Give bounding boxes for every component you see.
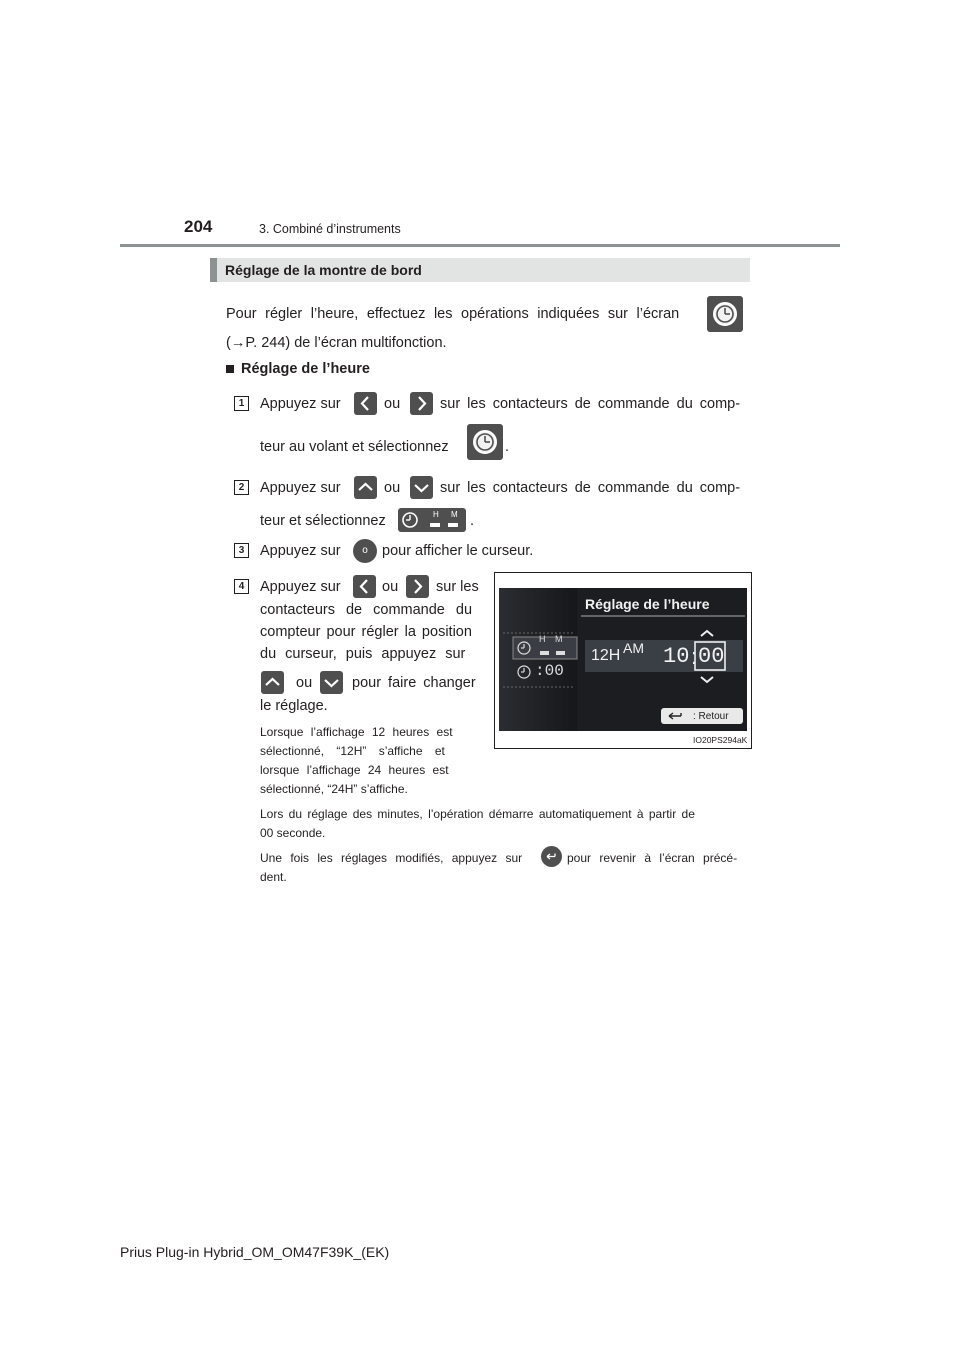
step-text: . (470, 513, 475, 529)
menu-minute-marker: M (555, 634, 563, 644)
step-number: 4 (234, 579, 249, 594)
step-text: ou (384, 480, 401, 496)
step-number: 2 (234, 480, 249, 495)
ampm-value: AM (623, 640, 644, 656)
note-text: Lorsque l’affichage 12 heures est (260, 725, 453, 739)
step-text: ou (296, 675, 313, 691)
intro-line-1: Pour régler l’heure, effectuez les opérations indiquées sur l’écran (226, 306, 680, 322)
note-text: sélectionné, “12H” s’affiche et (260, 744, 445, 758)
menu-hour-marker: H (539, 634, 546, 644)
step-text: pour faire changer (352, 675, 476, 691)
intro-line-2: (→P. 244) de l’écran multifonction. (226, 335, 447, 351)
page-number: 204 (184, 217, 213, 236)
back-button-icon (541, 846, 562, 867)
document-footer: Prius Plug-in Hybrid_OM_OM47F39K_(EK) (120, 1244, 390, 1260)
ok-button-icon: o (353, 539, 377, 563)
step-text: sur les contacteurs de commande du comp- (440, 480, 741, 496)
subsection-title: Réglage de l’heure (241, 361, 370, 377)
bullet-square (226, 365, 234, 373)
clock-settings-icon (707, 296, 743, 332)
back-label: : Retour (693, 711, 729, 722)
note-text: Lors du réglage des minutes, l’opération démarre automatiquement à partir de (260, 807, 695, 821)
step-text: ou (384, 396, 401, 412)
step-text: teur et sélectionnez (260, 513, 386, 529)
step-text: Appuyez sur (260, 480, 341, 496)
arrow-up-icon (261, 671, 284, 694)
step-text: Appuyez sur (260, 579, 341, 595)
arrow-down-icon (410, 476, 433, 499)
step-text: . (505, 439, 510, 455)
note-text: Une fois les réglages modifiés, appuyez sur (260, 851, 523, 865)
time-mode-value: 12H (591, 647, 621, 664)
minutes-value: 00 (698, 644, 725, 669)
step-text: sur les contacteurs de commande du comp- (440, 396, 741, 412)
chapter-title: 3. Combiné d’instruments (259, 222, 401, 236)
arrow-left-icon (354, 392, 377, 415)
step-text: teur au volant et sélectionnez (260, 439, 449, 455)
section-accent (210, 258, 217, 282)
step-text: Appuyez sur (260, 543, 341, 559)
note-text: sélectionné, “24H” s’affiche. (260, 782, 408, 796)
hours-value: 10 (663, 644, 690, 669)
note-text: lorsque l’affichage 24 heures est (260, 763, 449, 777)
hour-marker: H (433, 510, 439, 519)
step-text: ou (382, 579, 399, 595)
menu-time-value: :00 (535, 662, 564, 680)
clock-settings-icon (467, 424, 503, 460)
arrow-right-icon (410, 392, 433, 415)
image-code: IO20PS294aK (693, 735, 748, 745)
display-illustration (494, 572, 752, 749)
arrow-up-icon (354, 476, 377, 499)
header-rule (120, 244, 840, 247)
step-text: le réglage. (260, 698, 328, 714)
step-number: 1 (234, 396, 249, 411)
clock-setting-screen (499, 588, 747, 731)
time-separator: : (691, 644, 698, 669)
note-text: 00 seconde. (260, 826, 326, 840)
arrow-down-icon (320, 671, 343, 694)
step-text: Appuyez sur (260, 396, 341, 412)
step-text: pour afficher le curseur. (382, 543, 534, 559)
display-title: Réglage de l’heure (585, 596, 710, 612)
step-text: du curseur, puis appuyez sur (260, 646, 466, 662)
arrow-left-icon (353, 575, 376, 598)
step-text: compteur pour régler la position (260, 624, 472, 640)
section-title: Réglage de la montre de bord (225, 262, 422, 278)
step-text: sur les (436, 579, 479, 595)
note-text: dent. (260, 870, 287, 884)
arrow-right-icon (406, 575, 429, 598)
note-text: pour revenir à l’écran précé- (567, 851, 738, 865)
step-number: 3 (234, 543, 249, 558)
step-text: contacteurs de commande du (260, 602, 473, 618)
clock-hm-icon (398, 508, 466, 532)
section-heading (210, 258, 750, 282)
minute-marker: M (451, 510, 458, 519)
